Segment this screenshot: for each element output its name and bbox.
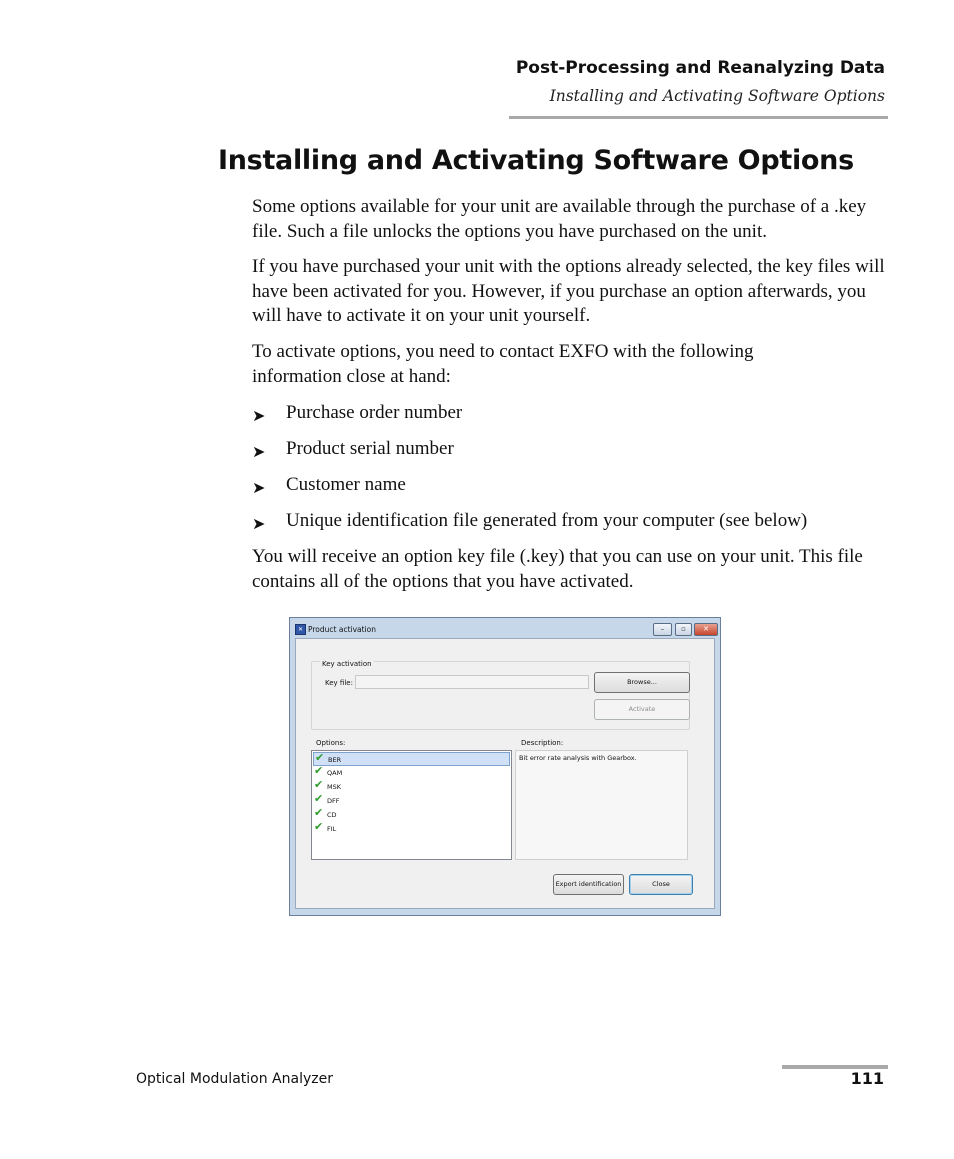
list-item[interactable] [313,766,510,780]
option-name: MSK [327,783,341,791]
paragraph-4: You will receive an option key file (.key) that you can use on your unit. This file contains all of the options that you have activated. [252,546,863,592]
header-chapter-title: Post-Processing and Reanalyzing Data [515,58,885,78]
checkmark-icon: ✔ [314,792,324,805]
option-name: DFF [327,797,340,805]
bullet-arrow-icon: ➤ [252,406,266,425]
bullet-arrow-icon: ➤ [252,478,266,497]
app-icon: ✕ [295,624,306,635]
list-item[interactable] [313,822,510,836]
list-item[interactable] [313,808,510,822]
product-activation-dialog [289,617,721,916]
export-identification-button[interactable]: Export identification [553,874,624,895]
options-list[interactable] [311,750,512,860]
options-label: Options: [316,739,346,747]
bullet-text: Purchase order number [286,402,463,423]
checkmark-icon: ✔ [315,751,325,764]
description-label: Description: [521,739,564,747]
header-divider [509,116,888,119]
bullet-text: Unique identification file generated from your computer (see below) [286,510,808,531]
browse-button[interactable]: Browse... [594,672,690,693]
list-item[interactable] [313,780,510,794]
activate-button[interactable]: Activate [594,699,690,720]
key-activation-group-label: Key activation [322,660,372,668]
list-item[interactable] [313,752,510,766]
close-window-button[interactable]: ✕ [694,623,718,636]
checkmark-icon: ✔ [314,764,324,777]
key-file-label: Key file: [325,679,353,687]
close-button[interactable]: Close [629,874,693,895]
bullet-arrow-icon: ➤ [252,514,266,533]
maximize-button[interactable]: ▫ [675,623,692,636]
option-name: BER [328,756,342,764]
dialog-titlebar [290,618,720,638]
checkmark-icon: ✔ [314,778,324,791]
option-name: QAM [327,769,343,777]
paragraph-1: Some options available for your unit are available through the purchase of a .key file. Such a file unlocks the options you have purchased on the unit. [252,196,867,242]
header-section-title: Installing and Activating Software Options [549,87,885,105]
paragraph-2: If you have purchased your unit with the options already selected, the key files will have been activated for you. However, if you purchase an option afterwards, you will have to activate it on your unit yourself. [252,256,885,326]
minimize-button[interactable]: – [653,623,672,636]
checkmark-icon: ✔ [314,806,324,819]
option-name: FIL [327,825,337,833]
bullet-text: Customer name [286,474,406,495]
paragraph-3: To activate options, you need to contact EXFO with the following information close at hand: [252,341,754,387]
dialog-title: Product activation [308,625,377,634]
key-file-input[interactable] [355,675,589,689]
description-text: Bit error rate analysis with Gearbox. [519,754,637,762]
page-heading: Installing and Activating Software Options [218,145,854,176]
bullet-arrow-icon: ➤ [252,442,266,461]
checkmark-icon: ✔ [314,820,324,833]
option-name: CD [327,811,337,819]
page-number: 111 [850,1069,884,1088]
list-item[interactable] [313,794,510,808]
footer-product-name: Optical Modulation Analyzer [136,1071,333,1087]
description-box [515,750,688,860]
bullet-text: Product serial number [286,438,454,459]
